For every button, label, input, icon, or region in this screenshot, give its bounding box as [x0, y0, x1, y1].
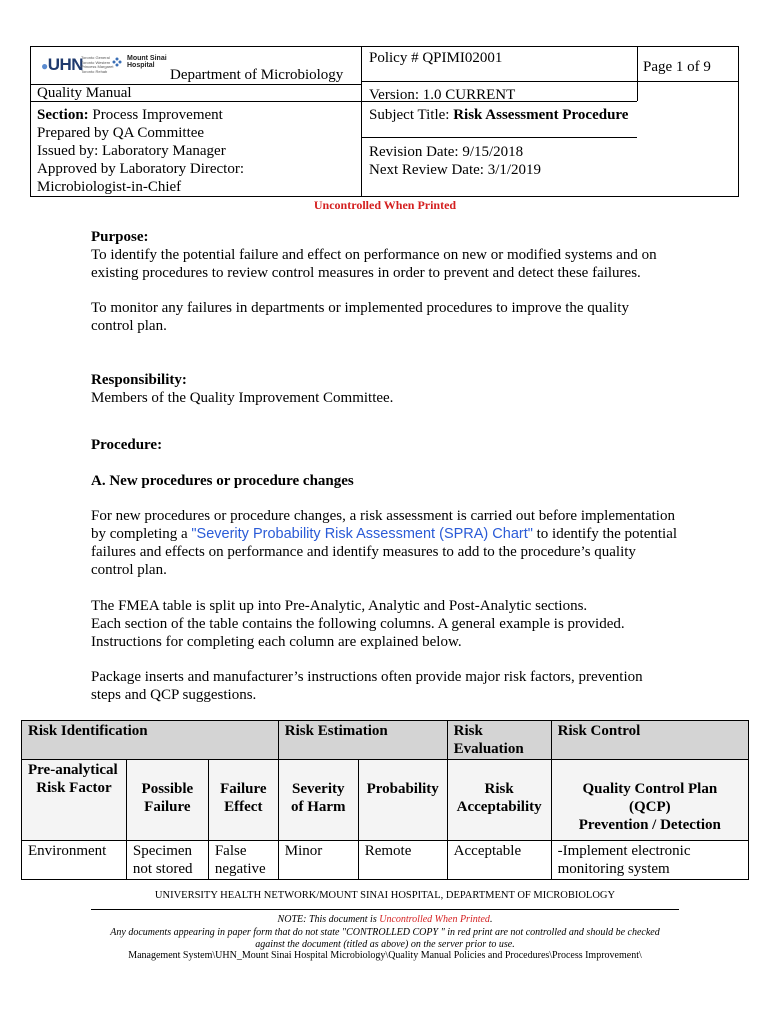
manual-name: Quality Manual — [37, 85, 132, 101]
group-risk-control: Risk Control — [551, 721, 748, 760]
cell-acceptability: Acceptable — [447, 841, 551, 880]
cell-probability: Remote — [358, 841, 447, 880]
purpose-paragraph-2: To monitor any failures in departments or implemented procedures to improve the quality control plan. — [91, 300, 629, 334]
revision-date: Revision Date: 9/15/2018 — [369, 144, 524, 160]
group-risk-evaluation: Risk Evaluation — [447, 721, 551, 760]
department-name: Department of Microbiology — [170, 67, 344, 83]
cell-possible-failure: Specimen not stored — [126, 841, 208, 880]
footer-note: NOTE: This document is Uncontrolled When Printed. Any documents appearing in paper form that do not state "CONTROLLED COPY " in red print are not controlled and should be checked against the document (titled as above) on the server prior to use. — [110, 914, 660, 950]
uhn-logo: ●UHN — [41, 55, 84, 74]
section-pre-analytical: Pre-analytical — [28, 762, 118, 778]
footer-divider — [91, 909, 679, 910]
col-severity: Severity of Harm — [278, 760, 358, 841]
col-risk-factor: Pre-analytical Risk Factor — [22, 760, 127, 841]
col-risk-acceptability: Risk Acceptability — [447, 760, 551, 841]
issued-by: Issued by: Laboratory Manager — [37, 143, 226, 159]
mount-sinai-logo: Mount Sinai Hospital — [127, 55, 167, 69]
cell-failure-effect: False negative — [208, 841, 278, 880]
spra-chart-link[interactable]: "Severity Probability Risk Assessment (SPRA) Chart" — [191, 526, 533, 542]
footer-organization: UNIVERSITY HEALTH NETWORK/MOUNT SINAI HOSPITAL, DEPARTMENT OF MICROBIOLOGY — [154, 890, 616, 901]
procedure-heading: Procedure: — [91, 437, 163, 453]
subject-title: Subject Title: Risk Assessment Procedure — [369, 107, 629, 123]
procedure-paragraph-1: For new procedures or procedure changes, a risk assessment is carried out before implementation by completing a "Severity Probability Risk Assessment (SPRA) Chart" to identify the potential failures and effects on performance and identify measures to add to the procedure’s quality control plan. — [91, 508, 678, 578]
uncontrolled-notice: Uncontrolled When Printed — [313, 198, 457, 212]
cell-risk-factor: Environment — [22, 841, 127, 880]
approved-by-title: Microbiologist-in-Chief — [37, 179, 182, 195]
col-qcp: Quality Control Plan (QCP) Prevention / Detection — [551, 760, 748, 841]
responsibility-heading: Responsibility: — [91, 372, 187, 388]
group-risk-estimation: Risk Estimation — [278, 721, 447, 760]
section: Section: Process Improvement — [37, 107, 223, 123]
procedure-paragraph-2: The FMEA table is split up into Pre-Analytic, Analytic and Post-Analytic sections. Each section of the table contains the following columns. A general example is provided. Instructions for completing each column are explained below. — [91, 598, 625, 650]
uhn-msh-logo: ●UHN Toronto General Toronto Western Princess Margaret Toronto Rehab Mount Sinai Hospital — [41, 55, 167, 74]
cell-qcp: -Implement electronic monitoring system — [551, 841, 748, 880]
version: Version: 1.0 CURRENT — [369, 87, 516, 103]
table-row — [22, 841, 749, 880]
table-group-header-row — [22, 721, 749, 760]
fmea-table — [21, 720, 749, 880]
table-column-header-row — [22, 760, 749, 841]
procedure-paragraph-3: Package inserts and manufacturer’s instructions often provide major risk factors, prevention steps and QCP suggestions. — [91, 669, 643, 703]
page-number: Page 1 of 9 — [643, 59, 711, 75]
mount-sinai-icon — [111, 56, 123, 68]
policy-number: Policy # QPIMI02001 — [369, 50, 503, 66]
next-review-date: Next Review Date: 3/1/2019 — [369, 162, 542, 178]
document-header — [30, 46, 739, 197]
approved-by: Approved by Laboratory Director: — [37, 161, 245, 177]
col-failure-effect: Failure Effect — [208, 760, 278, 841]
col-probability: Probability — [358, 760, 447, 841]
col-possible-failure: Possible Failure — [126, 760, 208, 841]
purpose-section: Purpose: To identify the potential failure and effect on performance on new or modified systems and on existing procedures to review control measures in order to prevent and detect these failures. — [91, 228, 691, 282]
group-risk-identification: Risk Identification — [22, 721, 279, 760]
prepared-by: Prepared by QA Committee — [37, 125, 205, 141]
purpose-heading: Purpose: — [91, 229, 149, 245]
footer-document-path: Management System\UHN_Mount Sinai Hospital Microbiology\Quality Manual Policies and Procedures\Process Improvement\ — [128, 950, 642, 961]
responsibility-section: Responsibility: Members of the Quality Improvement Committee. — [91, 371, 691, 407]
procedure-subheading-a: A. New procedures or procedure changes — [91, 473, 354, 489]
cell-severity: Minor — [278, 841, 358, 880]
